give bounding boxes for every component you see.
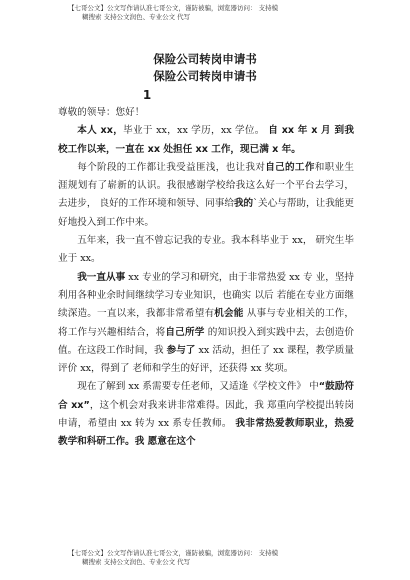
p2-emph-2: 我的 xyxy=(233,198,254,210)
header-line-2: 糊搜索 支持公文润色、专业公文 代写 xyxy=(82,13,191,21)
page-header xyxy=(0,4,410,22)
p5-text-1: 现在了解到 xx 系需要专任老师，又适逢《学校文件》 中 xyxy=(77,381,319,393)
p4-emph-2: 机会能 xyxy=(214,308,244,320)
p4-emph-3: 自己所学 xyxy=(165,326,205,338)
p2-text-2: 和职业生涯规划有了崭新的认识。我很感谢学校给我这么好一个平台去学习，去进步， 良好的工作环境和领导、同事给 xyxy=(58,161,355,210)
footer-line-2: 糊搜索 支持公文润色、专业公文 代写 xyxy=(82,558,191,566)
header-line-1: 【七哥公文】公文写作请认准七哥公文，谨防被骗，浏览器访问： 支持模 xyxy=(68,4,279,12)
paragraph-5 xyxy=(58,378,354,451)
p2-emph-1: 自己的工作 xyxy=(265,161,315,173)
p2-text-1: 每个阶段的工作都让我受益匪浅，也让我对 xyxy=(77,161,266,173)
footer-line-1: 【七哥公文】公文写作请认准七哥公文，谨防被骗，浏览器访问： 支持模 xyxy=(68,549,279,557)
paragraph-4 xyxy=(58,269,354,379)
p4-text-3: 的知识投入到实践中去，去创造价值。在这段工作时间，我 xyxy=(58,326,355,356)
p1-self-intro: 本人 xx， xyxy=(77,125,124,137)
paragraph-1 xyxy=(58,122,354,159)
p5-emph-2: 我非常热爱教师职业，热爱教学和科研工作。我 愿意在这个 xyxy=(58,418,354,448)
section-number: 1 xyxy=(142,88,152,102)
p5-emph-1: “鼓励符合 xx” xyxy=(58,381,354,411)
document-title: 保险公司转岗申请书 xyxy=(153,52,257,66)
document-subtitle: 保险公司转岗申请书 xyxy=(153,69,257,83)
p1-education: 毕业于 xx，xx 学历，xx 学位。 xyxy=(123,125,265,137)
p4-text-1: xx 专业的学习和研究，由于非常热爱 xx 专 业，坚持利用各种业余时间继续学习专业知识，也确实 以后 若能在专业方面继续深造。一直以来，我都非常希望有 xyxy=(58,271,355,320)
p4-text-2: 从事与专业相关的工作，将工作与兴趣相结合，将 xyxy=(58,308,354,338)
p5-text-2: ，这个机会对我来讲非常难得。因此，我 郑重向学校提出转岗申请，希望由 xx 转为 xx 系专任教师。 xyxy=(58,399,354,430)
paragraph-2 xyxy=(58,159,354,232)
p3-text: 五年来，我一直不曾忘记我的专业。我本科毕业于 xx， 研究生毕业于 xx。 xyxy=(58,235,354,265)
page-footer xyxy=(0,549,410,567)
p1-employment: 自 xx 年 x 月 到我校工作以来，一直在 xx 处担任 xx 工作，现已满 x 年。 xyxy=(58,125,355,155)
p4-text-4: xx 活动，担任了 xx 课程，教学质量评价 xx，得到了 老师和学生的好评，还获得 xx 奖项。 xyxy=(58,344,354,375)
salutation: 尊敬的领导：您好！ xyxy=(58,107,145,118)
p2-text-3: `关心与帮助，让我能更好地投入到工作中来。 xyxy=(58,198,354,228)
p4-emph-1: 我一直从事 xyxy=(77,271,126,283)
letter-body xyxy=(58,104,354,452)
p4-emph-4: 参与了 xyxy=(166,344,196,356)
paragraph-3 xyxy=(58,232,354,269)
